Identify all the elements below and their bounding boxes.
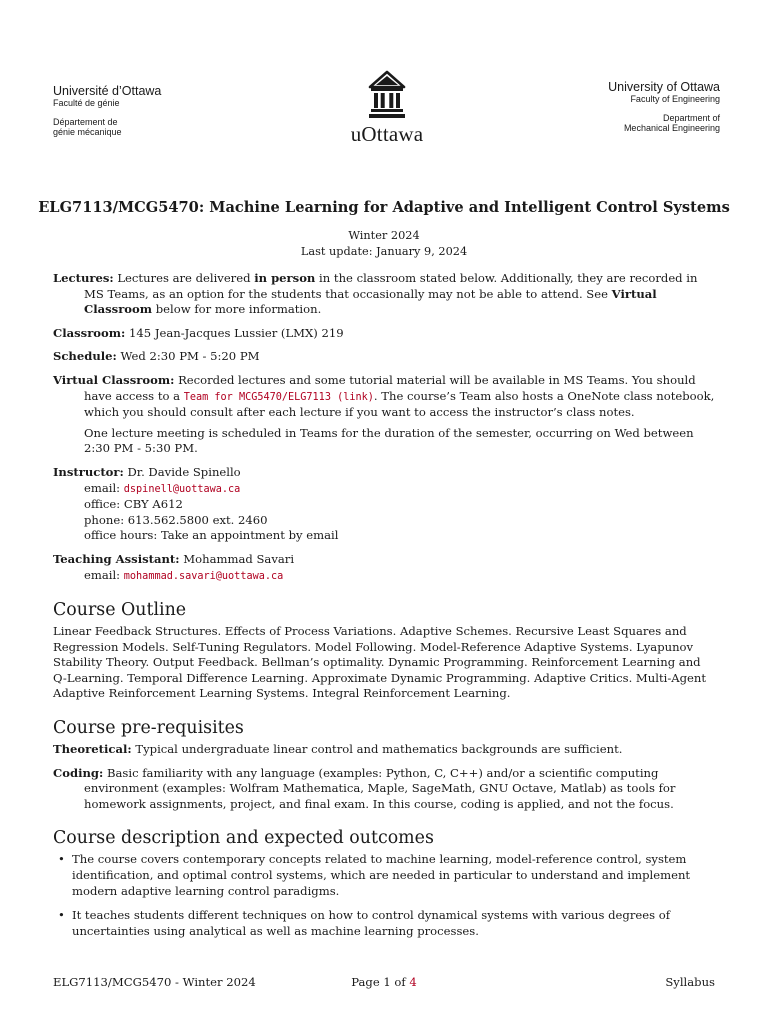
course-outline-heading: Course Outline (53, 600, 187, 621)
schedule-label: Schedule: (53, 349, 117, 364)
ta-section: Teaching Assistant: Mohammad Savari email: mohammad.savari@uottawa.ca (53, 551, 295, 582)
last-update: Last update: January 9, 2024 (300, 245, 468, 258)
header-dept-en-line1: Department of (662, 112, 720, 123)
outcomes-list (53, 852, 715, 939)
prerequisites-heading: Course pre-requisites (53, 718, 244, 739)
classroom-value: 145 Jean-Jacques Lussier (LMX) 219 (129, 325, 344, 340)
syllabus-content (53, 271, 715, 948)
footer-page-number: Page 1 of 4 (351, 975, 417, 989)
virtual-classroom-section: Virtual Classroom: Recorded lectures and some tutorial material will be available in MS Teams. You should have access to a Team for MCG5470/ELG7113 (link). The course’s Team also hosts a OneNote class notebook, which you should consult after each lecture if you want to access the instructor’s class notes. One lecture meeting is scheduled in Teams for the duration of the semester, occurring on Wed between 2:30 PM - 5:30 PM. (53, 372, 715, 456)
bullet-dot: • (58, 908, 65, 923)
header-university-fr: Université d’Ottawa (53, 84, 162, 98)
description-heading: Course description and expected outcomes (53, 828, 434, 849)
classroom-section (53, 326, 715, 342)
lectures-label: Lectures: (53, 271, 114, 285)
schedule-section (53, 349, 715, 365)
header-faculty-en: Faculty of Engineering (630, 94, 720, 105)
lectures-section: Lectures: Lectures are delivered in person in the classroom stated below. Additionally, they are recorded in MS Teams, as an option for the students that occasionally may not be able to attend. See Virtual Classroom below for more information. (53, 271, 698, 317)
virtual-classroom-label: Virtual Classroom: (53, 372, 175, 387)
header-dept-fr-line2: génie mécanique (53, 127, 122, 138)
instructor-email-link[interactable]: dspinell@uottawa.ca (123, 483, 241, 495)
header-dept-en-line2: Mechanical Engineering (623, 123, 720, 134)
university-building-icon (368, 70, 406, 120)
header-right-english (608, 80, 720, 133)
ta-label: Teaching Assistant: (53, 551, 180, 566)
teams-link[interactable]: Team for MCG5470/ELG7113 (link) (183, 391, 374, 403)
footer-total-pages-link[interactable]: 4 (409, 975, 417, 989)
uottawa-logo (342, 70, 432, 147)
bullet-dot: • (58, 852, 65, 867)
header-dept-fr-line1: Département de (53, 116, 118, 127)
prereq-coding: Coding: Basic familiarity with any language (examples: Python, C, C++) and/or a scientific computing environment (examples: Wolfram Mathematica, Maple, SageMath, GNU Octave, Matlab) as tools for homework assignments, project, and final exam. In this course, coding is applied, and not the focus. (53, 765, 676, 811)
course-outline-text: Linear Feedback Structures. Effects of Process Variations. Adaptive Schemes. Recursive Least Squares and Regression Models. Self-Tuning Regulators. Model Following. Model-Reference Adaptive Systems. Lyapunov Stability Theory. Output Feedback. Bellman’s optimality. Dynamic Programming. Reinforcement Learning and Q-Learning. Temporal Difference Learning. Approximate Dynamic Programming. Adaptive Critics. Multi-Agent Adaptive Reinforcement Learning Systems. Integral Reinforcement Learning. (53, 624, 707, 701)
header-university-en: University of Ottawa (608, 80, 720, 94)
header-left-french (53, 84, 161, 137)
classroom-label: Classroom: (53, 325, 126, 340)
header-faculty-fr: Faculté de génie (53, 98, 120, 109)
prereq-theoretical: Theoretical: Typical undergraduate linear control and mathematics backgrounds are sufficient. (53, 742, 623, 757)
list-item: • It teaches students different techniques on how to control dynamical systems with various degrees of uncertainties using analytical as well as machine learning processes. (58, 908, 671, 938)
instructor-label: Instructor: (53, 464, 124, 479)
footer-doc-type: Syllabus (665, 975, 715, 989)
ta-name: Mohammad Savari (183, 551, 295, 566)
schedule-value: Wed 2:30 PM - 5:20 PM (120, 349, 260, 364)
ta-email-link[interactable]: mohammad.savari@uottawa.ca (123, 570, 284, 582)
logo-wordmark: uOttawa (350, 122, 424, 146)
instructor-hours: office hours: Take an appointment by email (84, 528, 339, 543)
instructor-section: Instructor: Dr. Davide Spinello email: dspinell@uottawa.ca office: CBY A612 phone: 613.562.5800 ext. 2460 office hours: Take an appointment by email (53, 465, 715, 544)
list-item: • The course covers contemporary concepts related to machine learning, model-reference control, system identification, and optimal control systems, which are needed in particular to understand and implement modern adaptive learning control paradigms. (58, 852, 691, 898)
course-title: ELG7113/MCG5470: Machine Learning for Adaptive and Intelligent Control Systems (38, 199, 730, 216)
virtual-classroom-meeting: One lecture meeting is scheduled in Teams for the duration of the semester, occurring on Wed between 2:30 PM - 5:30 PM. (84, 425, 694, 456)
footer-course: ELG7113/MCG5470 - Winter 2024 (53, 975, 256, 989)
instructor-phone: phone: 613.562.5800 ext. 2460 (84, 512, 268, 527)
course-term: Winter 2024 (348, 229, 420, 242)
instructor-office: office: CBY A612 (84, 497, 183, 512)
instructor-name: Dr. Davide Spinello (127, 464, 241, 479)
